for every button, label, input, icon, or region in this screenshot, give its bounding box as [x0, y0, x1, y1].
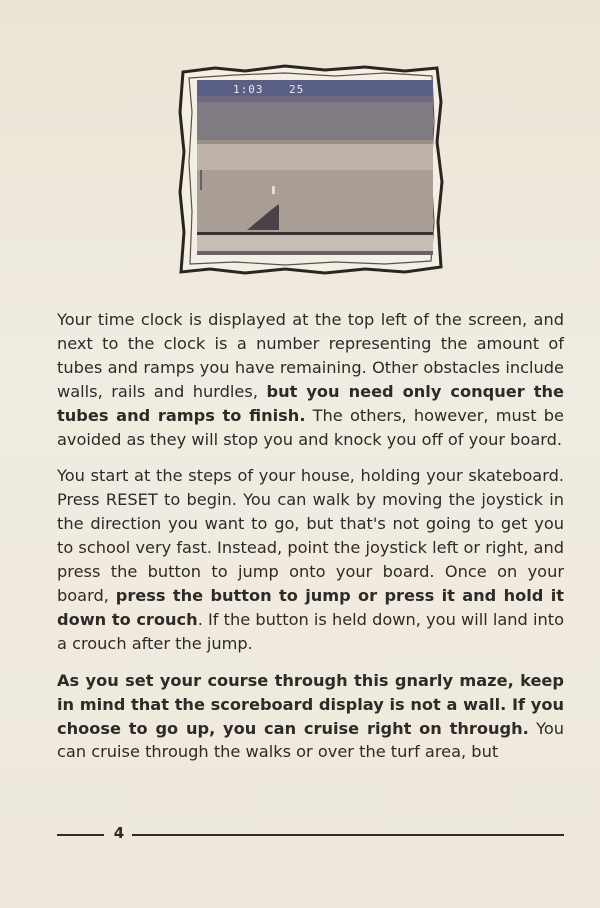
page-number: 4 — [113, 824, 125, 842]
footer-rule-left — [57, 834, 104, 836]
text-run: Your time clock is displayed at the top left of the screen, and next to the clock is a number representing the amount of tubes and ramps you have remaining. Other obstacles include walls, rails and hurdles, — [57, 310, 564, 401]
game-display — [197, 80, 433, 255]
text-run: . If the button is held down, you will land into a crouch after the jump. — [57, 609, 564, 653]
text-run: You start at the steps of your house, holding your skateboard. Press RESET to begin. You can walk by moving the joystick in the direction you want to go, but that's not going to get you to school very fast. Instead, point the joystick left or right, and press the button to jump onto your board. Once on your board, — [57, 466, 564, 605]
paragraph-1 — [57, 308, 564, 451]
text-run: The others, however, must be avoided as they will stop you and knock you off of your board. — [57, 405, 564, 449]
game-timer: 1:03 — [233, 83, 264, 96]
game-screenshot-image — [175, 62, 447, 278]
page-footer — [57, 824, 564, 844]
paragraph-2 — [57, 464, 564, 655]
remaining-counter: 25 — [289, 83, 305, 96]
footer-rule-right — [132, 834, 564, 836]
game-screenshot — [175, 62, 447, 278]
bold-text: but you need only conquer the tubes and ramps to finish. — [57, 381, 564, 425]
instructions-text — [57, 308, 564, 777]
skater-sprite — [272, 186, 275, 194]
bold-text: press the button to jump or press it and hold it down to crouch — [57, 585, 564, 629]
bold-text: As you set your course through this gnarly maze, keep in mind that the scoreboard display is not a wall. If you choose to go up, you can cruise right on through. — [57, 670, 564, 738]
paragraph-3 — [57, 669, 564, 765]
text-run: You can cruise through the walks or over the turf area, but — [57, 718, 564, 762]
